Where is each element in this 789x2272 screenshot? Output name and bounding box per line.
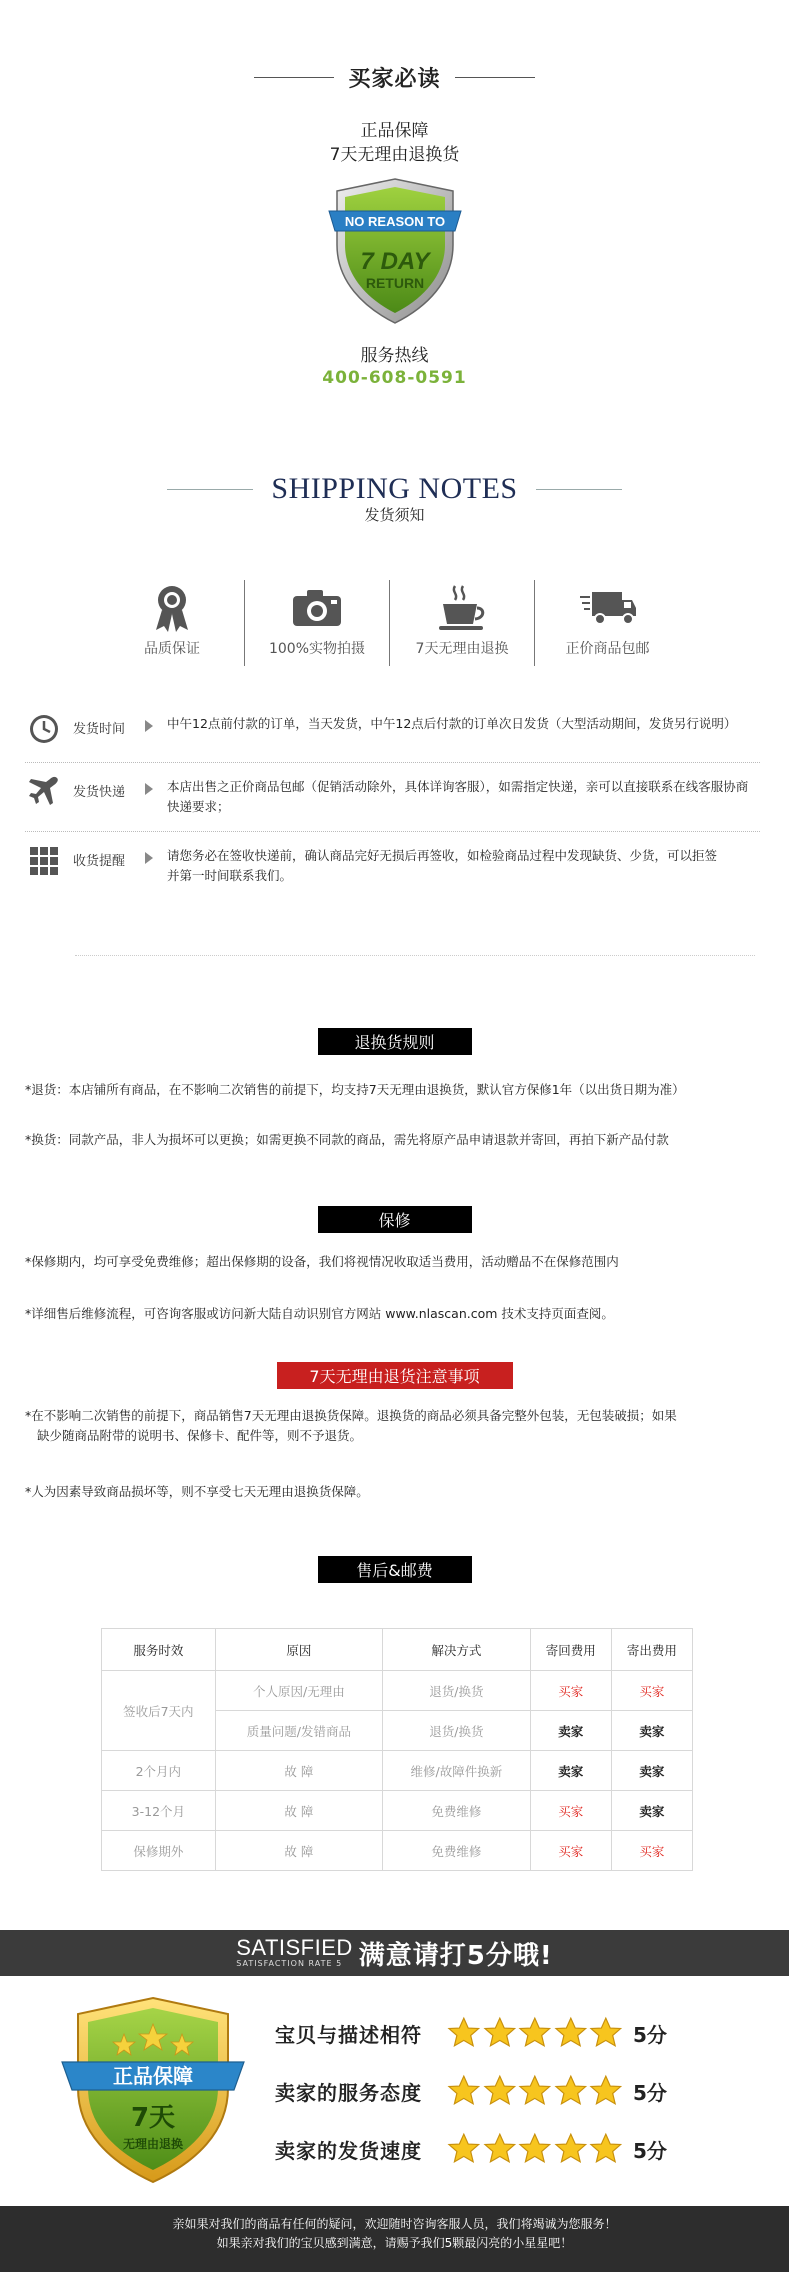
star-icon (518, 2016, 552, 2050)
star-rating (447, 2132, 625, 2166)
return-rule-2: *换货：同款产品，非人为损坏可以更换；如需更换不同款的商品，需先将原产品申请退款并寄回，再拍下新产品付款 (25, 1132, 669, 1147)
seven-day-rule-1b: 缺少随商品附带的说明书、保修卡、配件等，则不予退货。 (37, 1428, 363, 1443)
table-cell: 卖家 (611, 1751, 692, 1791)
chevron-right-icon (145, 783, 153, 795)
table-cell: 故 障 (215, 1751, 382, 1791)
note-text: 请您务必在签收快递前，确认商品完好无损后再签收，如检验商品过程中发现缺货、少货，可以拒签并第一时间联系我们。 (167, 848, 718, 883)
svg-text:7 DAY: 7 DAY (360, 248, 429, 275)
feature-row (100, 580, 680, 666)
rating-label: 卖家的服务态度 (275, 2080, 422, 2105)
guarantee-line1: 正品保障 (360, 121, 429, 141)
note-text: 中午12点前付款的订单，当天发货，中午12点后付款的订单次日发货（大型活动期间，发货另行说明） (167, 716, 737, 731)
table-cell: 质量问题/发错商品 (215, 1711, 382, 1751)
guarantee-line2: 7天无理由退换货 (329, 145, 460, 165)
shipping-notes-list (25, 700, 760, 900)
feature-label: 品质保证 (144, 641, 200, 657)
hotline-label: 服务热线 (360, 346, 429, 366)
must-read-title (0, 62, 789, 93)
footer (0, 2206, 789, 2272)
table-cell: 维修/故障件换新 (383, 1751, 531, 1791)
after-sale-table (101, 1628, 693, 1871)
airplane-icon (25, 773, 63, 811)
after-sale-title (0, 1556, 789, 1583)
table-header: 解决方式 (383, 1629, 531, 1671)
footer-line1: 亲如果对我们的商品有任何的疑问，欢迎随时咨询客服人员，我们将竭诚为您服务！ (172, 2217, 617, 2231)
rating-row (275, 2120, 667, 2178)
table-cell: 卖家 (611, 1711, 692, 1751)
shipping-title-en: SHIPPING NOTES (271, 472, 518, 505)
star-icon (447, 2016, 481, 2050)
star-icon (589, 2074, 623, 2108)
table-header: 原因 (215, 1629, 382, 1671)
warranty-rule-2: *详细售后维修流程，可咨询客服或访问新大陆自动识别官方网站 www.nlascan.com 技术支持页面查阅。 (25, 1306, 614, 1321)
star-rating (447, 2074, 625, 2108)
divider (75, 955, 755, 956)
table-row (102, 1671, 693, 1711)
star-icon (447, 2074, 481, 2108)
table-cell: 故 障 (215, 1831, 382, 1871)
note-receipt (25, 832, 760, 900)
table-cell: 买家 (530, 1671, 611, 1711)
table-cell: 买家 (530, 1791, 611, 1831)
rating-label: 宝贝与描述相符 (275, 2022, 422, 2047)
feature-free-shipping (535, 580, 680, 666)
satisfied-en-small: SATISFACTION RATE 5 (236, 1959, 343, 1968)
rating-score: 5分 (633, 2022, 667, 2047)
must-read-title-text: 买家必读 (348, 67, 441, 92)
note-delivery-time (25, 700, 760, 763)
divider (536, 489, 622, 490)
svg-text:NO REASON TO: NO REASON TO (344, 214, 445, 229)
svg-text:RETURN: RETURN (365, 275, 424, 291)
table-header: 寄回费用 (530, 1629, 611, 1671)
feature-label: 100%实物拍摄 (268, 641, 366, 657)
rating-row (275, 2062, 667, 2120)
table-cell: 签收后7天内 (102, 1671, 216, 1751)
warranty-title (0, 1206, 789, 1233)
table-cell: 免费维修 (383, 1831, 531, 1871)
rating-label: 卖家的发货速度 (275, 2138, 422, 2163)
table-header: 服务时效 (102, 1629, 216, 1671)
table-row (102, 1831, 693, 1871)
star-icon (554, 2016, 588, 2050)
chevron-right-icon (145, 852, 153, 864)
feature-return (390, 580, 535, 666)
warranty-title-text: 保修 (318, 1206, 472, 1233)
star-icon (447, 2132, 481, 2166)
table-cell: 保修期外 (102, 1831, 216, 1871)
rating-score: 5分 (633, 2138, 667, 2163)
table-cell: 买家 (611, 1831, 692, 1871)
table-cell: 故 障 (215, 1791, 382, 1831)
star-icon (518, 2074, 552, 2108)
after-sale-title-text: 售后&邮费 (318, 1556, 472, 1583)
divider (254, 77, 334, 78)
clock-icon (25, 710, 63, 748)
table-cell: 免费维修 (383, 1791, 531, 1831)
svg-text:7天: 7天 (130, 2103, 176, 2133)
table-cell: 个人原因/无理由 (215, 1671, 382, 1711)
star-rating (447, 2016, 625, 2050)
satisfied-en-big: SATISFIED (236, 1935, 353, 1960)
return-rule-1: *退货：本店铺所有商品，在不影响二次销售的前提下，均支持7天无理由退换货，默认官方保修1年（以出货日期为准） (25, 1082, 685, 1097)
satisfied-cn: 满意请打5分哦! (358, 1940, 553, 1971)
chevron-right-icon (145, 720, 153, 732)
note-courier (25, 763, 760, 832)
table-cell: 退货/换货 (383, 1711, 531, 1751)
rating-list (275, 2004, 667, 2178)
table-cell: 买家 (611, 1671, 692, 1711)
divider (455, 77, 535, 78)
seven-day-rule-1a: *在不影响二次销售的前提下，商品销售7天无理由退换货保障。退换货的商品必须具备完整外包装，无包装破损；如果 (25, 1408, 677, 1423)
star-icon (483, 2016, 517, 2050)
seven-day-notice-title-text: 7天无理由退货注意事项 (277, 1362, 513, 1389)
feature-photo (245, 580, 390, 666)
table-row (102, 1791, 693, 1831)
svg-text:无理由退换: 无理由退换 (122, 2137, 184, 2151)
seven-day-rule-2: *人为因素导致商品损坏等，则不享受七天无理由退换货保障。 (25, 1484, 369, 1499)
footer-line2: 如果亲对我们的宝贝感到满意，请赐予我们5颗最闪亮的小星星吧！ (216, 2236, 573, 2250)
shield-icon (327, 175, 463, 327)
rating-area (0, 1976, 789, 2206)
table-cell: 卖家 (530, 1751, 611, 1791)
table-header-row (102, 1629, 693, 1671)
rating-row (275, 2004, 667, 2062)
table-cell: 2个月内 (102, 1751, 216, 1791)
truck-icon (535, 580, 680, 636)
feature-quality (100, 580, 245, 666)
satisfied-en (236, 1937, 353, 1969)
table-cell: 卖家 (611, 1791, 692, 1831)
return-rules-title-text: 退换货规则 (318, 1028, 472, 1055)
star-icon (589, 2132, 623, 2166)
badge-shield-icon (58, 1992, 248, 2188)
table-header: 寄出费用 (611, 1629, 692, 1671)
star-icon (554, 2074, 588, 2108)
svg-text:正品保障: 正品保障 (113, 2064, 193, 2088)
rating-score: 5分 (633, 2080, 667, 2105)
satisfied-banner (0, 1930, 789, 1976)
shipping-notes-header (0, 472, 789, 525)
table-cell: 退货/换货 (383, 1671, 531, 1711)
feature-label: 正价商品包邮 (565, 641, 650, 657)
star-icon (483, 2132, 517, 2166)
star-icon (554, 2132, 588, 2166)
genuine-guarantee-badge (58, 1992, 248, 2192)
warranty-rule-1: *保修期内，均可享受免费维修；超出保修期的设备，我们将视情况收取适当费用，活动赠品不在保修范围内 (25, 1254, 619, 1269)
seven-day-return-shield (0, 175, 789, 327)
return-rules-title (0, 1028, 789, 1055)
table-cell: 3-12个月 (102, 1791, 216, 1831)
medal-icon (100, 580, 244, 636)
table-cell: 买家 (530, 1831, 611, 1871)
star-icon (483, 2074, 517, 2108)
note-label: 发货快递 (73, 785, 126, 800)
star-icon (518, 2132, 552, 2166)
note-label: 收货提醒 (73, 854, 126, 869)
note-label: 发货时间 (73, 722, 126, 737)
note-text: 本店出售之正价商品包邮（促销活动除外，具体详询客服），如需指定快递，亲可以直接联系在线客服协商快递要求； (167, 779, 749, 814)
divider (167, 489, 253, 490)
seven-day-rule-1 (25, 1406, 725, 1446)
feature-label: 7天无理由退换 (415, 641, 509, 657)
table-row (102, 1751, 693, 1791)
grid-icon (25, 842, 63, 880)
hotline-number: 400-608-0591 (322, 368, 467, 388)
camera-icon (245, 580, 389, 636)
shipping-title-cn: 发货须知 (364, 506, 425, 524)
must-read-section (0, 62, 789, 388)
star-icon (589, 2016, 623, 2050)
coffee-cup-icon (390, 580, 534, 636)
table-cell: 卖家 (530, 1711, 611, 1751)
seven-day-notice-title (0, 1362, 789, 1389)
